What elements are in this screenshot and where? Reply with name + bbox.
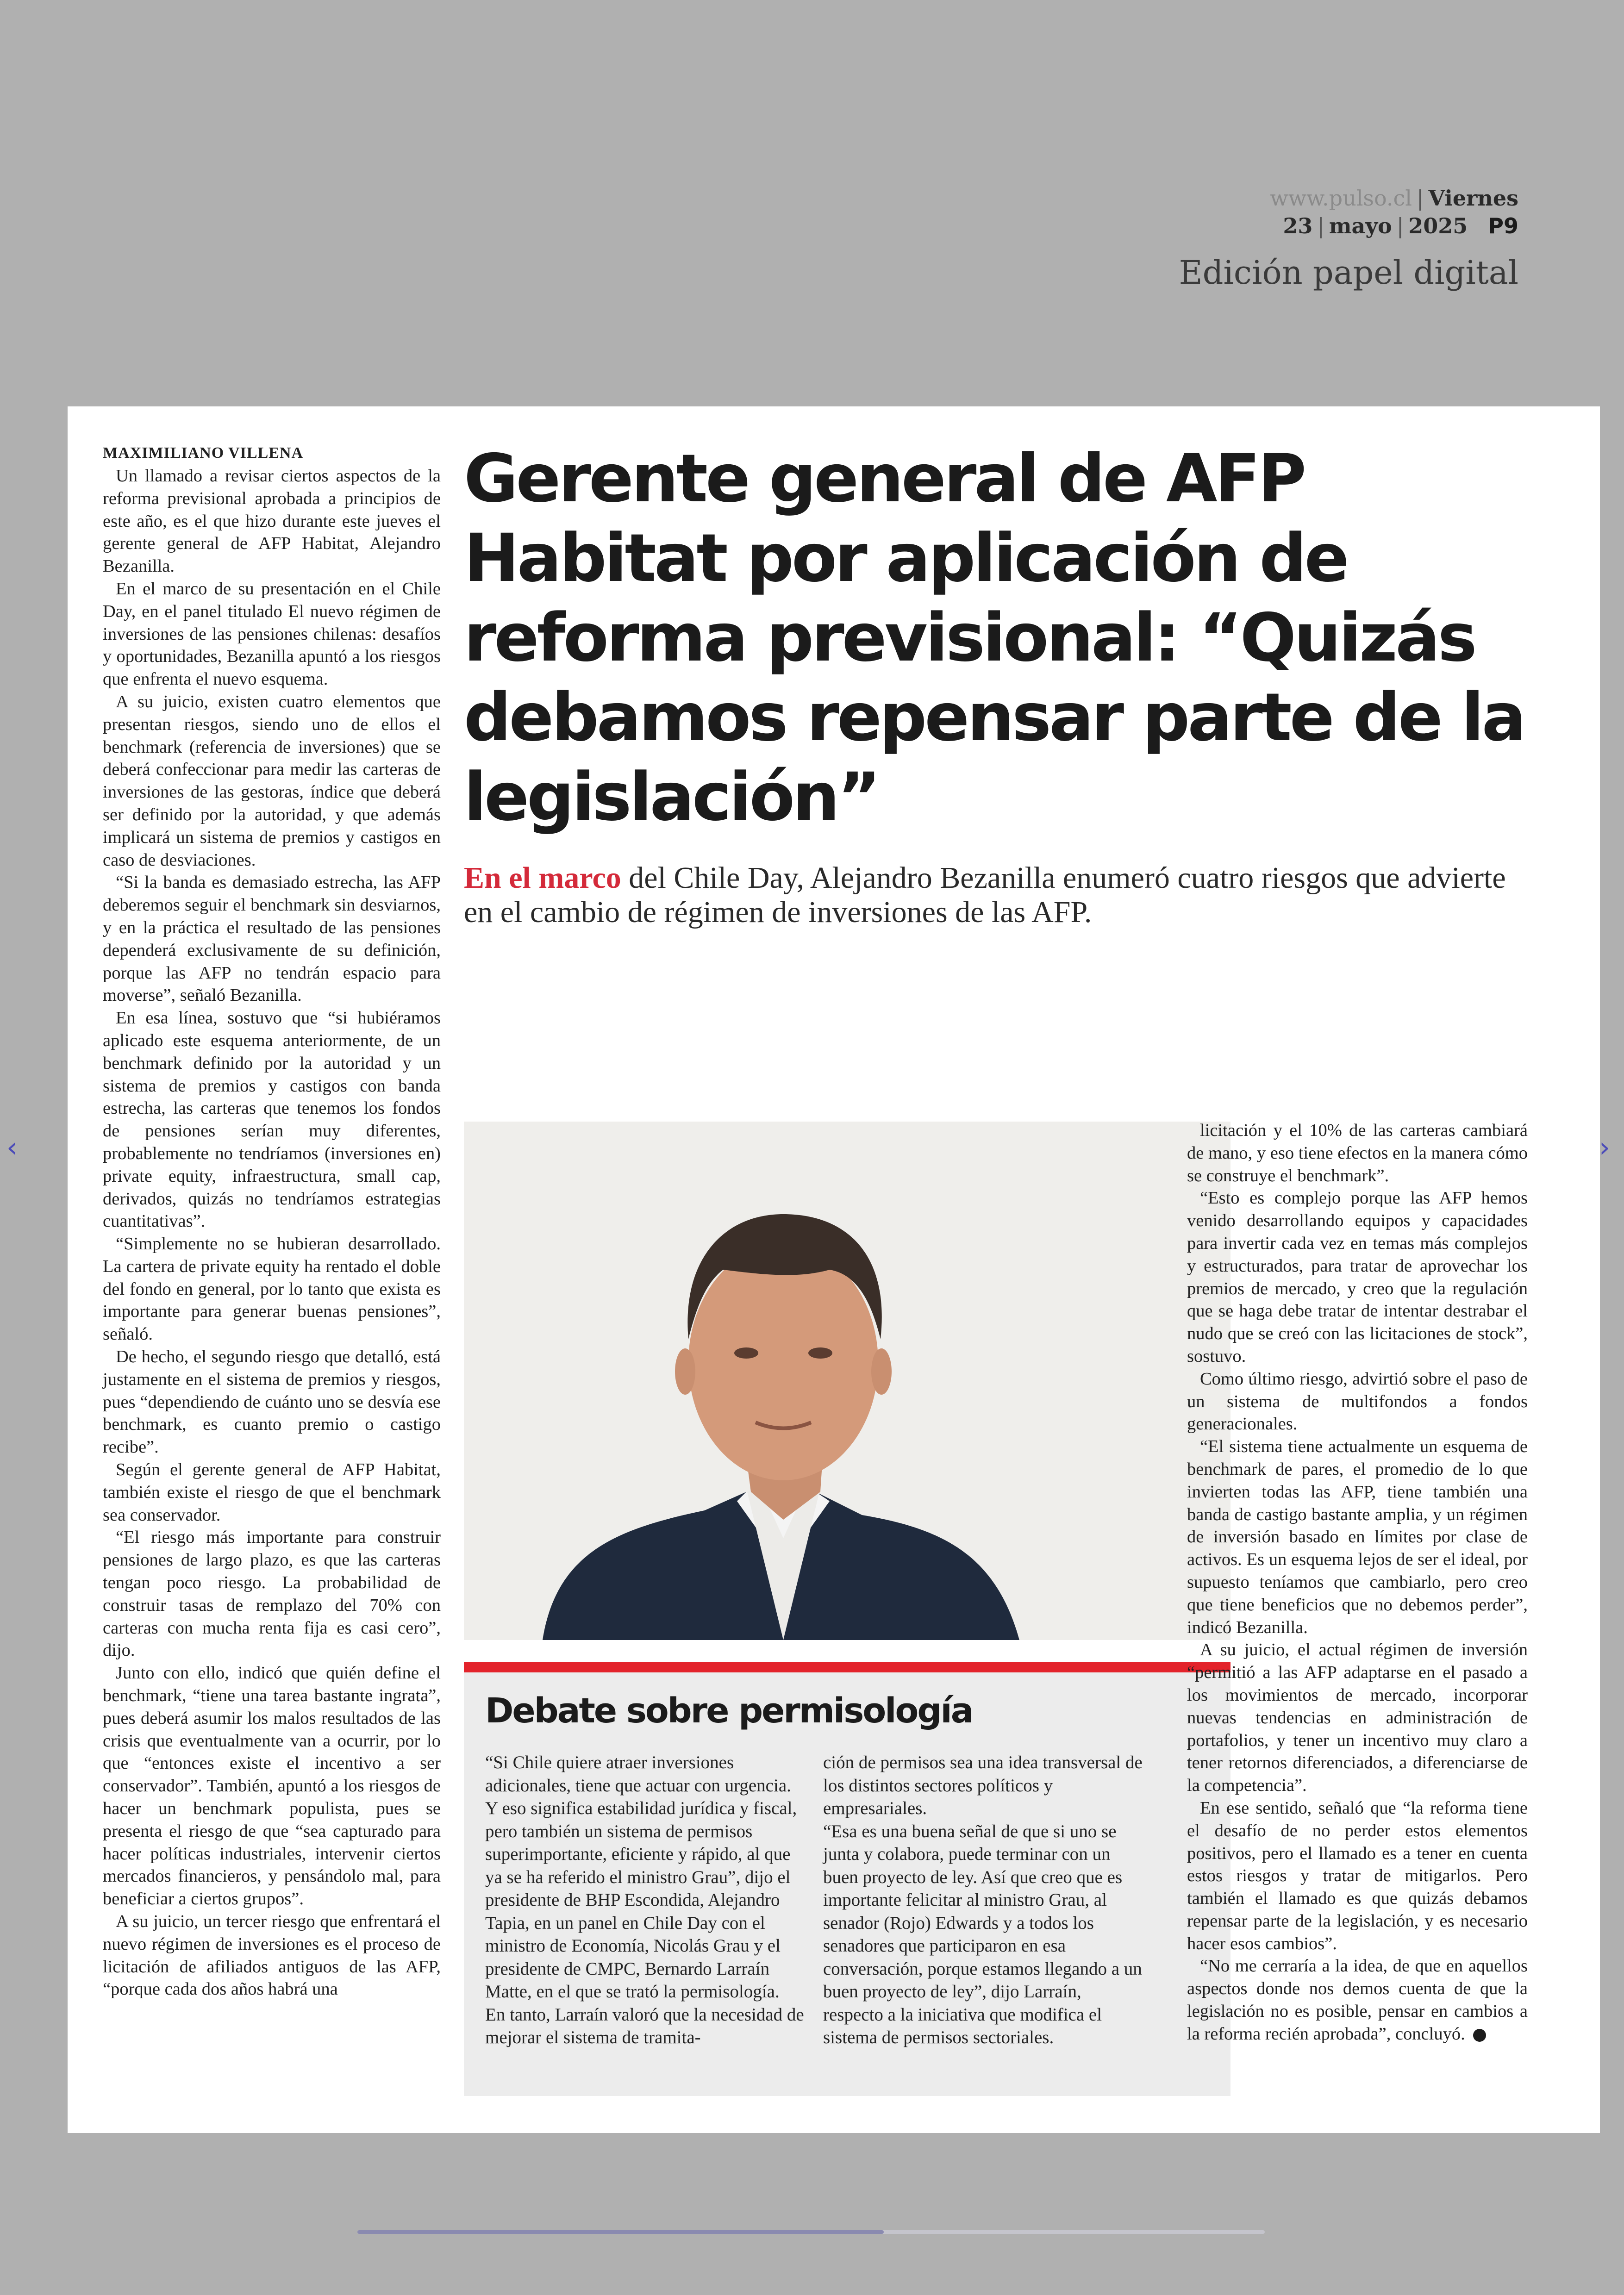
next-page-arrow-icon[interactable]: › xyxy=(1599,1131,1610,1164)
article-paragraph: “No me cerraría a la idea, de que en aquellos aspectos donde nos demos cuenta de que la legislación no es posible, pensar en cambios a la reforma recién aprobada”, concluyó. P xyxy=(1187,1956,1528,2044)
headline: Gerente general de AFP Habitat por aplicación de reforma previsional: “Quizás debamos repensar parte de la legislación” xyxy=(464,440,1524,836)
article-paragraph: “Esto es complejo porque las AFP hemos venido desarrollando equipos y capacidades para invertir cada vez en temas más complejos y estructurados, para tratar de aprovechar los premios de mercado, y creo que la regulación que se haga debe tratar de intentar destrabar el nudo que se creó con las licitaciones de stock”, sostuvo. xyxy=(1187,1188,1528,1366)
previous-page-arrow-icon[interactable]: ‹ xyxy=(6,1131,18,1164)
sidebar-paragraph: “Si Chile quiere atraer inversiones adicionales, tiene que actuar con urgencia. Y eso significa estabilidad jurídica y fiscal, pero también un sistema de permisos superimportante, eficiente y rápido, al que ya se ha referido el ministro Grau”, dijo el presidente de BHP Escondida, Alejandro Tapia, en un panel en Chile Day con el ministro de Economía, Nicolás Grau y el presidente de CMPC, Bernardo Larraín Matte, en el que se trató la permisología. xyxy=(485,1752,797,2002)
article-paragraph: Según el gerente general de AFP Habitat, también existe el riesgo de que el benchmark sea conservador. xyxy=(103,1460,441,1525)
article-body-right xyxy=(1187,1119,1528,2046)
page-progress-fill xyxy=(357,2230,884,2234)
newspaper-page xyxy=(68,406,1600,2133)
sidebar-accent-rule xyxy=(464,1662,1230,1672)
dateline: www.pulso.cl | Viernes 23 | mayo | 2025 P9 xyxy=(1270,186,1518,238)
deck xyxy=(464,861,1529,929)
sidebar-paragraph: ción de permisos sea una idea transversal de los distintos sectores políticos y empresariales. xyxy=(823,1752,1143,1818)
article-paragraph: A su juicio, existen cuatro elementos que presentan riesgos, siendo uno de ellos el benchmark (referencia de inversiones) que se deberá confeccionar para medir las carteras de inversiones de las gestoras, índice que deberá ser definido por la autoridad, y que además implicará un sistema de premios y castigos en caso de desviaciones. xyxy=(103,692,441,870)
page-progress-bar[interactable] xyxy=(357,2230,1265,2234)
deck-text: del Chile Day, Alejandro Bezanilla enumeró cuatro riesgos que advierte en el cambio de régimen de inversiones de las AFP. xyxy=(464,861,1506,929)
article-column-right xyxy=(1187,1119,1528,2046)
article-paragraph: “El sistema tiene actualmente un esquema de benchmark de pares, el promedio de lo que invierten todas las AFP, tiene también una banda de castigo bastante amplia, y un régimen de inversión basado en límites por clase de activos. Es un esquema lejos de ser el ideal, por supuesto teníamos que cambiarlo, pero creo que tiene beneficios que no debemos perder”, indicó Bezanilla. xyxy=(1187,1437,1528,1637)
site-url[interactable]: www.pulso.cl xyxy=(1270,186,1412,211)
article-paragraph: licitación y el 10% de las carteras cambiará de mano, y eso tiene efectos en la manera cómo se construye el benchmark”. xyxy=(1187,1121,1528,1185)
portrait-illustration xyxy=(464,1122,1230,1640)
issue-year: 2025 xyxy=(1408,213,1468,238)
article-paragraph: “El riesgo más importante para construir pensiones de largo plazo, es que las carteras tengan poco riesgo. La probabilidad de construir tasas de remplazo del 70% con carteras con mucha renta fija es casi cero”, dijo. xyxy=(103,1528,441,1660)
article-column-left xyxy=(103,442,441,2001)
article-paragraph: De hecho, el segundo riesgo que detalló, está justamente en el sistema de premios y riesgos, pues “dependiendo de cuánto uno se desvía ese benchmark, es cuanto premio o castigo recibe”. xyxy=(103,1347,441,1457)
issue-day: Viernes 23 xyxy=(1283,186,1518,238)
article-paragraph: En esa línea, sostuvo que “si hubiéramos aplicado este esquema anteriormente, de un benchmark definido por la autoridad y un sistema de premios y castigos con banda estrecha, las carteras que tenemos los fondos de pensiones serían muy diferentes, probablemente no tendríamos (inversiones en) private equity, infraestructura, small cap, derivados, quizás no tendríamos estrategias cuantitativas”. xyxy=(103,1008,441,1231)
article-paragraph: Como último riesgo, advirtió sobre el paso de un sistema de multifondos a fondos generacionales. xyxy=(1187,1369,1528,1434)
article-paragraph: Junto con ello, indicó que quién define el benchmark, “tiene una tarea bastante ingrata”, pues deberá asumir los malos resultados de las crisis que eventualmente van a ocurrir, por lo que “entonces existe el incentivo a ser conservador”. También, apuntó a los riesgos de hacer un benchmark populista, pues se presenta el riesgo de que “sea capturado para hacer políticas industriales, intervenir ciertos mercados financieros, y pensándolo mal, para beneficiar a ciertos grupos”. xyxy=(103,1663,441,1909)
portrait-photo xyxy=(464,1122,1230,1640)
issue-month: mayo xyxy=(1329,213,1392,238)
sidebar-paragraph: En tanto, Larraín valoró que la necesidad de mejorar el sistema de tramita- xyxy=(485,2004,804,2047)
article-paragraph: “Simplemente no se hubieran desarrollado. La cartera de private equity ha rentado el doble del fondo en general, por lo tanto que exista es importante para generar buenas pensiones”, señaló. xyxy=(103,1234,441,1344)
article-body-left xyxy=(103,465,441,2001)
deck-lead: En el marco xyxy=(464,861,621,895)
sidebar-column-1 xyxy=(485,1751,805,2049)
byline: MAXIMILIANO VILLENA xyxy=(103,444,304,461)
sidebar-title: Debate sobre permisología xyxy=(485,1691,973,1731)
article-paragraph: En el marco de su presentación en el Chile Day, en el panel titulado El nuevo régimen de inversiones de las pensiones chilenas: desafíos y oportunidades, Bezanilla apuntó a los riesgos que enfrenta el nuevo esquema. xyxy=(103,579,441,689)
article-paragraph: En ese sentido, señaló que “la reforma tiene el desafío de no perder estos elementos positivos, pero el llamado es a tener en cuenta estos riesgos y tratar de mitigarlos. Pero también el llamado es que quizás debamos repensar parte de la legislación, y es necesario hacer esos cambios”. xyxy=(1187,1798,1528,1953)
end-of-article-icon: P xyxy=(1473,2029,1486,2042)
page-number: P9 xyxy=(1488,213,1518,238)
article-paragraph: A su juicio, un tercer riesgo que enfrentará el nuevo régimen de inversiones es el proceso de licitación de afiliados antiguos de las AFP, “porque cada dos años habrá una xyxy=(103,1912,441,1999)
masthead xyxy=(1065,184,1518,293)
edition-label: Edición papel digital xyxy=(1179,254,1518,292)
article-paragraph: “Si la banda es demasiado estrecha, las AFP deberemos seguir el benchmark sin desviarnos, y en la práctica el resultado de las pensiones dependerá exclusivamente de su definición, porque las AFP no tendrán espacio para moverse”, señaló Bezanilla. xyxy=(103,873,441,1005)
sidebar-column-2 xyxy=(823,1751,1143,2049)
article-paragraph: A su juicio, el actual régimen de inversión “permitió a las AFP adaptarse en el pasado a los movimientos de mercado, incorporar nuevas tendencias en administración de portafolios, y tener un incentivo muy claro a tener retornos diferenciados, a diferenciarse de la competencia”. xyxy=(1187,1640,1528,1796)
article-paragraph: Un llamado a revisar ciertos aspectos de la reforma previsional aprobada a principios de este año, es el que hizo durante este jueves el gerente general de AFP Habitat, Alejandro Bezanilla. xyxy=(103,466,441,576)
sidebar-paragraph: “Esa es una buena señal de que si uno se junta y colabora, puede terminar con un buen proyecto de ley. Así que creo que es importante felicitar al ministro Grau, al senador (Rojo) Edwards y a todos los senadores que participaron en esa conversación, porque estamos llegando a un buen proyecto de ley”, dijo Larraín, respecto a la iniciativa que modifica el sistema de permisos sectoriales. xyxy=(823,1821,1142,2047)
sidebar-box xyxy=(464,1672,1230,2096)
